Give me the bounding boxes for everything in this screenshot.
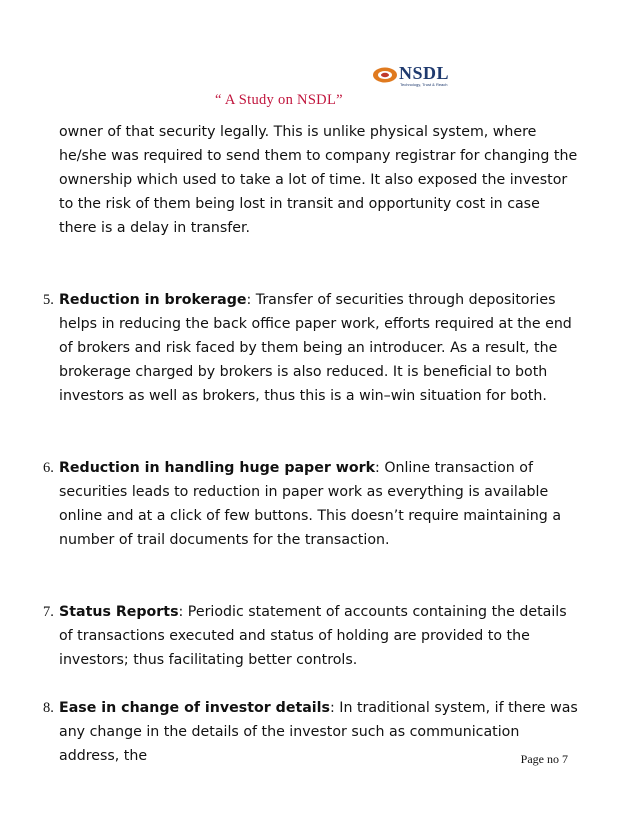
page-content [43,120,579,816]
item-number: 8. [43,700,54,716]
list-item [43,600,579,672]
item-heading: Status Reports [59,604,179,620]
nsdl-logo-icon [372,66,398,84]
item-paragraph [59,456,579,552]
page-number: Page no 7 [520,752,568,766]
list-item [43,696,579,768]
item-heading: Reduction in handling huge paper work [59,460,376,476]
continued-paragraph: owner of that security legally. This is unlike physical system, where he/she was required to send them to company registrar for changing the ownership which used to take a lot of time. It also exposed the investor to the risk of them being lost in transit and opportunity cost in case there is a delay in transfer. [59,124,578,236]
item-text: : In traditional system, if there was any change in the details of the investor such as communication address, the [59,700,578,764]
item-number: 6. [43,460,54,476]
item-heading: Reduction in brokerage [59,292,247,308]
item-heading: Ease in change of investor details [59,700,330,716]
item-paragraph [59,600,579,672]
item-text: : Transfer of securities through depositories helps in reducing the back office paper work, efforts required at the end of brokers and risk faced by them being an introducer. As a result, the brokerage charged by brokers is also reduced. It is beneficial to both investors as well as brokers, thus this is a win–win situation for both. [59,292,572,404]
item-number: 5. [43,292,54,308]
list-item [43,288,579,408]
logo-tagline: Technology, Trust & Reach [400,82,448,87]
item-number: 7. [43,604,54,620]
list-item [43,456,579,552]
nsdl-logo [372,64,462,90]
item-paragraph [59,288,579,408]
logo-text: NSDL [399,63,450,83]
document-header-title: “ A Study on NSDL” [215,92,343,108]
item-text: : Online transaction of securities leads to reduction in paper work as everything is available online and at a click of few buttons. This doesn’t require maintaining a number of trail documents for the transaction. [59,460,562,548]
item-paragraph [59,696,579,768]
item-text: : Periodic statement of accounts containing the details of transactions executed and status of holding are provided to the investors; thus facilitating better controls. [59,604,567,668]
